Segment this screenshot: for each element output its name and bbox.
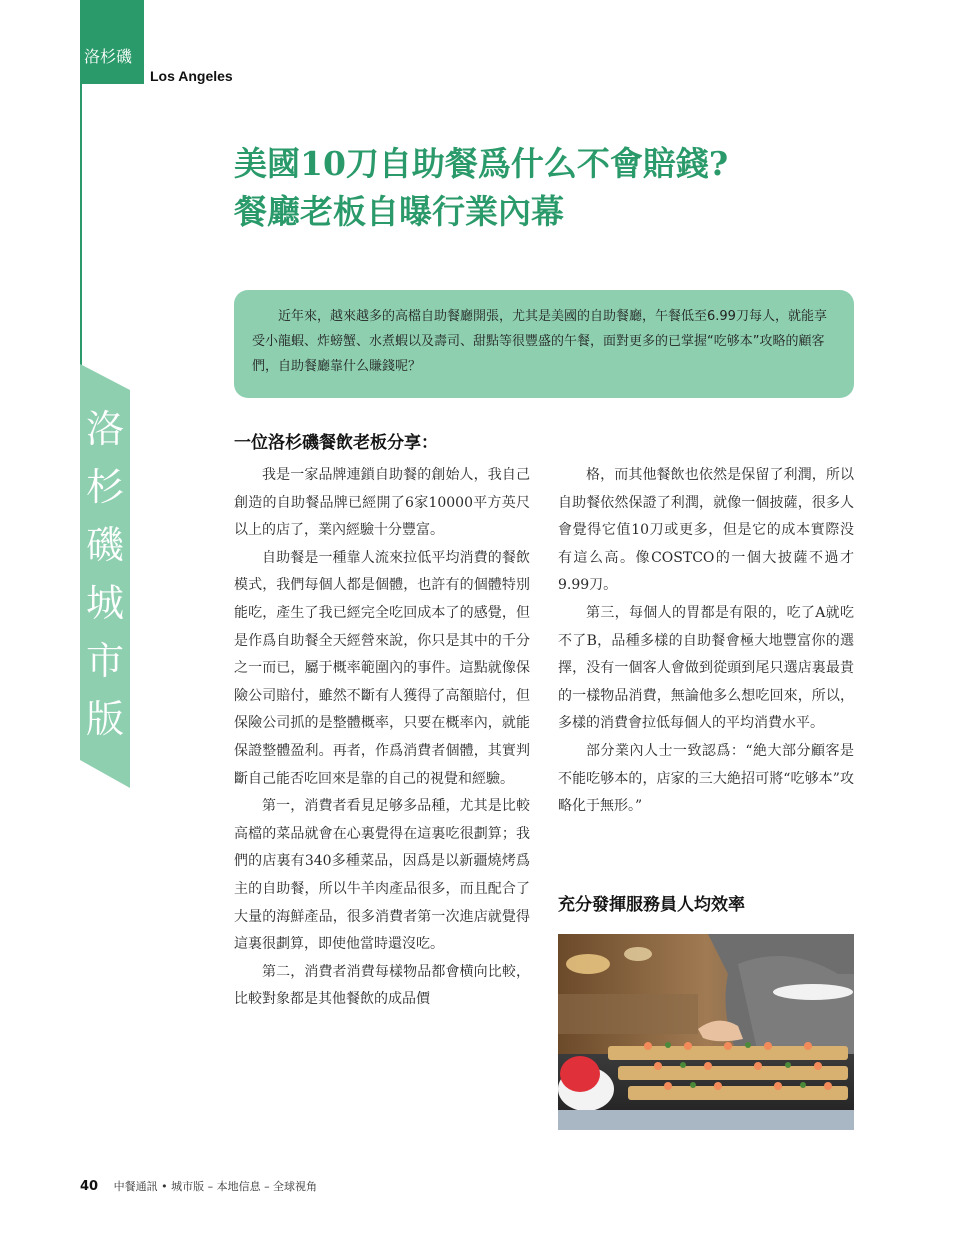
section-heading-service: 充分發揮服務員人均效率 bbox=[558, 895, 745, 915]
headline-line-1: 美國10刀自助餐爲什么不會賠錢? bbox=[234, 144, 729, 183]
buffet-photo-illustration bbox=[558, 934, 854, 1130]
paragraph: 自助餐是一種靠人流來拉低平均消費的餐飲模式，我們每個人都是個體，也許有的個體特別能吃，產生了我已經完全吃回成本了的感覺，但是作爲自助餐全天經營來說，你只是其中的千分之一而已，屬于概率範圍內的事件。這點就像保險公司賠付，雖然不斷有人獲得了高額賠付，但保險公司抓的是整體概率，只要在概率內，就能保證整體盈利。再者，作爲消費者個體，其實判斷自己能否吃回來是靠的自己的視覺和經驗。 bbox=[234, 549, 530, 787]
section-english-label: Los Angeles bbox=[150, 68, 233, 84]
section-tab bbox=[80, 0, 144, 84]
article-column-left bbox=[234, 462, 530, 1014]
buffet-food-photo bbox=[558, 934, 854, 1130]
page-number: 40 bbox=[80, 1179, 99, 1194]
section-tab-label: 洛杉磯 bbox=[84, 47, 133, 66]
page-footer bbox=[80, 1178, 317, 1194]
section-divider-line bbox=[80, 84, 82, 384]
side-banner-text: 洛杉磯城市版 bbox=[85, 407, 124, 741]
paragraph: 格，而其他餐飲也依然是保留了利潤，所以自助餐依然保證了利潤，就像一個披薩，很多人會覺得它值10刀或更多，但是它的成本實際没有這么高。像COSTCO的一個大披薩不過才9.99刀。 bbox=[558, 467, 854, 594]
article-column-right bbox=[558, 462, 854, 821]
article-headline bbox=[234, 140, 854, 236]
headline-line-2: 餐廳老板自曝行業內幕 bbox=[234, 192, 564, 231]
paragraph: 第一，消費者看見足够多品種，尤其是比較高檔的菜品就會在心裏覺得在這裏吃很劃算；我們的店裏有340多種菜品，因爲是以新疆燒烤爲主的自助餐，所以牛羊肉產品很多，而且配合了大量的海鮮產品，很多消費者第一次進店就覺得這裏很劃算，即使他當時還沒吃。 bbox=[234, 798, 530, 953]
publication-tagline: 中餐通訊 • 城市版 – 本地信息 – 全球視角 bbox=[113, 1180, 318, 1193]
paragraph: 部分業內人士一致認爲：“絶大部分顧客是不能吃够本的，店家的三大絶招可將“吃够本”攻略化于無形。” bbox=[558, 742, 854, 815]
intro-box: 近年來，越來越多的高檔自助餐廳開張，尤其是美國的自助餐廳，午餐低至6.99刀每人，就能享受小龍蝦、炸螃蟹、水煮蝦以及壽司、甜點等很豐盛的午餐，面對更多的已掌握“吃够本”攻略的顧客們，自助餐廳靠什么賺錢呢？ bbox=[234, 290, 854, 398]
paragraph: 我是一家品牌連鎖自助餐的創始人，我自己創造的自助餐品牌已經開了6家10000平方英尺以上的店了，業內經驗十分豐富。 bbox=[234, 467, 530, 539]
paragraph: 第三，每個人的胃都是有限的，吃了A就吃不了B，品種多樣的自助餐會極大地豐富你的選擇，没有一個客人會做到從頭到尾只選店裏最貴的一樣物品消費，無論他多么想吃回來，所以，多樣的消費會拉低每個人的平均消費水平。 bbox=[558, 604, 854, 732]
section-heading-owner: 一位洛杉磯餐飲老板分享： bbox=[234, 433, 438, 453]
paragraph: 第二，消費者消費每樣物品都會横向比較，比較對象都是其他餐飲的成品價 bbox=[234, 963, 530, 1008]
